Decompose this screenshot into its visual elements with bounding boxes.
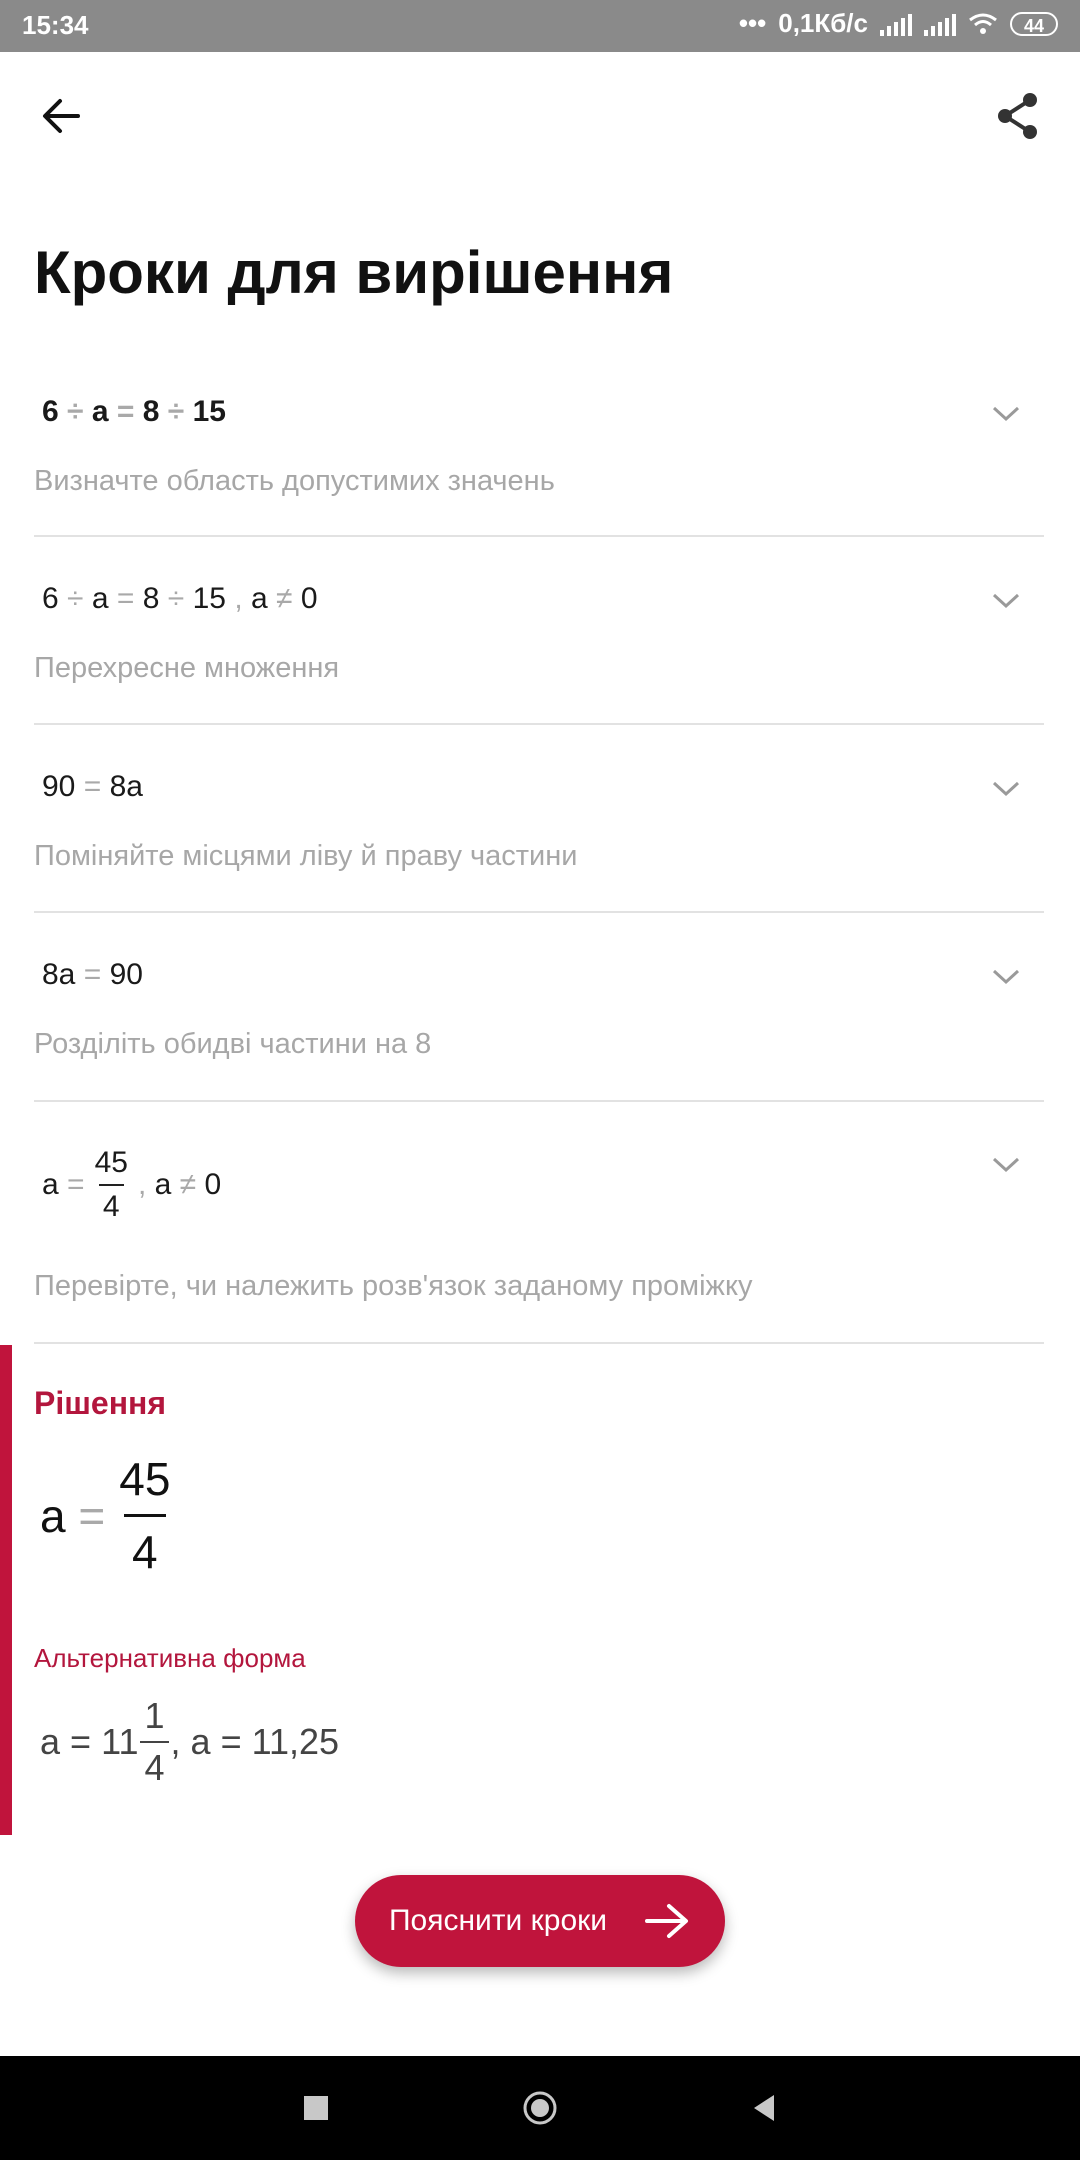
more-dots-icon: ••• bbox=[738, 8, 767, 38]
system-nav-bar bbox=[0, 2056, 1080, 2160]
solution-fraction: $\frac{45}{4}$ bbox=[119, 1453, 171, 1578]
chevron-down-icon[interactable] bbox=[990, 1148, 1022, 1180]
solution-title: Рішення bbox=[34, 1385, 167, 1421]
step-3[interactable] bbox=[34, 725, 1044, 913]
step-expression: 90 = 8a bbox=[42, 770, 143, 803]
step-description: Перехресне множення bbox=[34, 652, 340, 684]
step-description: Перевірте, чи належить розв'язок заданому проміжку bbox=[34, 1270, 753, 1302]
step-description: Поміняйте місцями ліву й праву частини bbox=[34, 840, 578, 872]
explain-steps-button[interactable] bbox=[355, 1875, 725, 1967]
page-title: Кроки для вирішення bbox=[34, 239, 674, 306]
recents-square-icon[interactable] bbox=[296, 2088, 336, 2128]
status-bar bbox=[0, 0, 1080, 52]
step-4[interactable] bbox=[34, 913, 1044, 1102]
step-expression: a = $\frac{45}{4}$ , a ≠ 0 bbox=[42, 1146, 222, 1223]
arrow-right-icon bbox=[643, 1901, 691, 1941]
fraction: $\frac{45}{4}$ bbox=[94, 1146, 128, 1223]
step-1[interactable] bbox=[34, 375, 1044, 537]
battery-icon: 44 bbox=[1010, 12, 1058, 36]
solution-expression: a = $\frac{45}{4}$ bbox=[40, 1452, 184, 1579]
share-icon bbox=[992, 90, 1044, 142]
solution-accent-bar bbox=[0, 1345, 12, 1835]
mixed-fraction: $\frac{1}{4}$ bbox=[140, 1695, 168, 1789]
explain-steps-label: Пояснити кроки bbox=[388, 1904, 608, 1937]
wifi-icon bbox=[968, 12, 998, 36]
status-right bbox=[739, 8, 1058, 39]
step-description: Розділіть обидві частини на 8 bbox=[34, 1028, 432, 1060]
back-button[interactable] bbox=[36, 90, 88, 142]
chevron-down-icon[interactable] bbox=[990, 772, 1022, 804]
step-expression: 6 ÷ a = 8 ÷ 15 bbox=[42, 395, 226, 428]
chevron-down-icon[interactable] bbox=[990, 397, 1022, 429]
alternative-form-label: Альтернативна форма bbox=[34, 1643, 306, 1673]
step-5[interactable] bbox=[34, 1102, 1044, 1344]
status-time: 15:34 bbox=[22, 10, 89, 40]
alternative-form-expression: a = 11 $\frac{1}{4}$ , a = 11,25 bbox=[40, 1695, 340, 1788]
step-expression: 8a = 90 bbox=[42, 958, 143, 991]
chevron-down-icon[interactable] bbox=[990, 584, 1022, 616]
share-button[interactable] bbox=[992, 90, 1044, 142]
signal-icon-2 bbox=[924, 12, 956, 36]
arrow-left-icon bbox=[36, 90, 88, 142]
step-expression: 6 ÷ a = 8 ÷ 15 , a ≠ 0 bbox=[42, 582, 318, 615]
network-speed: 0,1Кб/с bbox=[778, 8, 868, 38]
back-triangle-icon[interactable] bbox=[744, 2088, 784, 2128]
step-description: Визначте область допустимих значень bbox=[34, 465, 555, 497]
signal-icon-1 bbox=[880, 12, 912, 36]
step-2[interactable] bbox=[34, 537, 1044, 725]
home-circle-icon[interactable] bbox=[520, 2088, 560, 2128]
chevron-down-icon[interactable] bbox=[990, 960, 1022, 992]
